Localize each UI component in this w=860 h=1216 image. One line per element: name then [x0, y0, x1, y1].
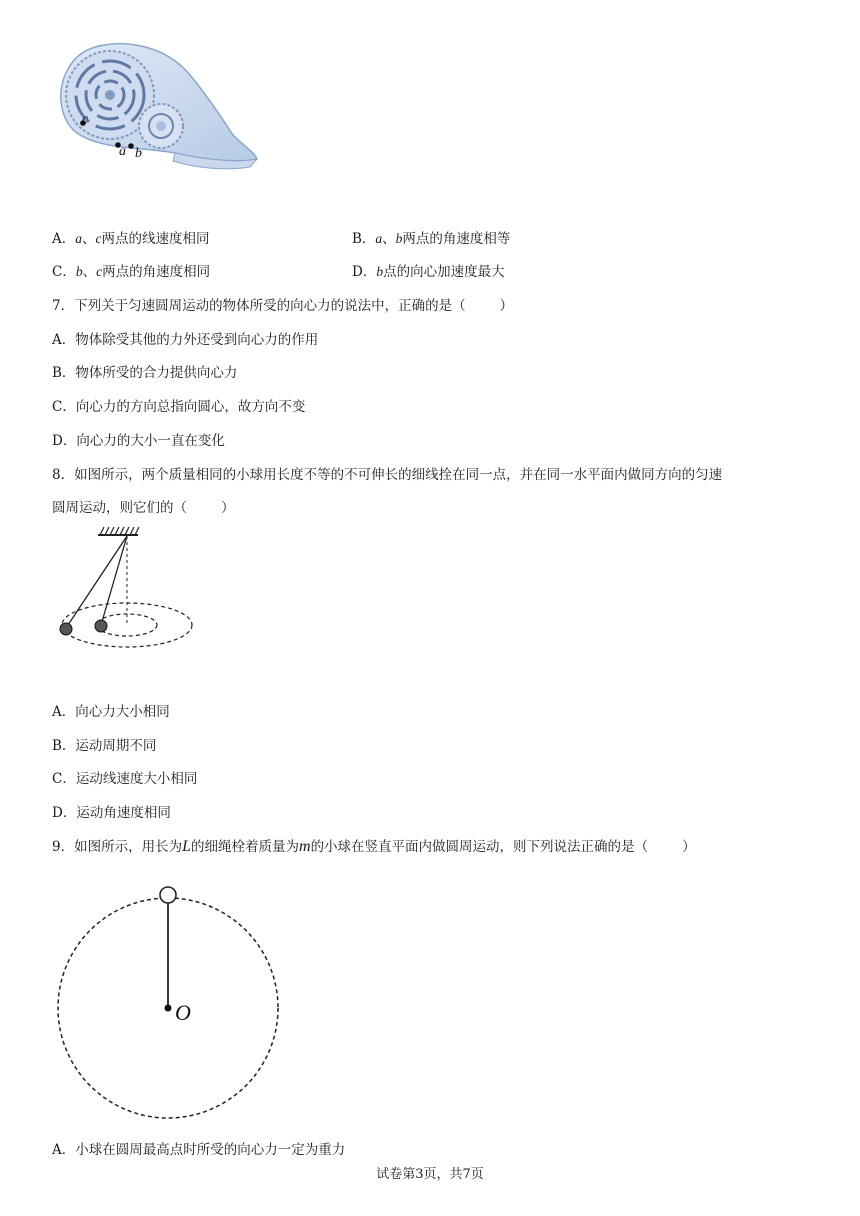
label-a: a — [119, 144, 126, 159]
q7-option-c: C．向心力的方向总指向圆心，故方向不变 — [52, 399, 306, 415]
ball-outer — [60, 623, 72, 635]
center-label: O — [175, 1000, 191, 1025]
q7-option-b: B．物体所受的合力提供向心力 — [52, 365, 238, 381]
q8-stem-line1: 8．如图所示，两个质量相同的小球用长度不等的不可伸长的细线拴在同一点，并在同一水平面内做同方向的匀速 — [52, 467, 723, 483]
correction-tape-figure — [55, 35, 265, 175]
label-c: c — [82, 112, 89, 127]
label-b: b — [135, 146, 142, 161]
q7-option-d: D．向心力的大小一直在变化 — [52, 433, 225, 449]
page-footer: 试卷第3页，共7页 — [376, 1167, 484, 1182]
ball-inner — [95, 620, 107, 632]
q7-option-a: A．物体除受其他的力外还受到向心力的作用 — [52, 332, 319, 348]
center-point — [165, 1005, 172, 1012]
q8-stem-line2: 圆周运动，则它们的（ ） — [52, 500, 235, 516]
q8-option-a: A．向心力大小相同 — [52, 704, 170, 720]
q8-option-d: D．运动角速度相同 — [52, 805, 171, 821]
ball-top — [160, 887, 176, 903]
q6-option-a: A．a、c两点的线速度相同 — [52, 231, 210, 247]
q6-option-d: D．b点的向心加速度最大 — [352, 264, 505, 280]
q6-option-c: C．b、c两点的角速度相同 — [52, 264, 211, 280]
conical-pendulum-figure — [50, 525, 200, 655]
vertical-circle-figure — [50, 880, 290, 1130]
q9-stem: 9．如图所示，用长为L的细绳栓着质量为m的小球在竖直平面内做圆周运动，则下列说法正确的是（ ） — [52, 838, 696, 855]
q8-option-c: C．运动线速度大小相同 — [52, 771, 198, 787]
q6-option-b: B．a、b两点的角速度相等 — [352, 231, 511, 247]
q8-option-b: B．运动周期不同 — [52, 738, 157, 754]
q9-option-a: A．小球在圆周最高点时所受的向心力一定为重力 — [52, 1142, 346, 1158]
q7-stem: 7．下列关于匀速圆周运动的物体所受的向心力的说法中，正确的是（ ） — [52, 298, 514, 314]
